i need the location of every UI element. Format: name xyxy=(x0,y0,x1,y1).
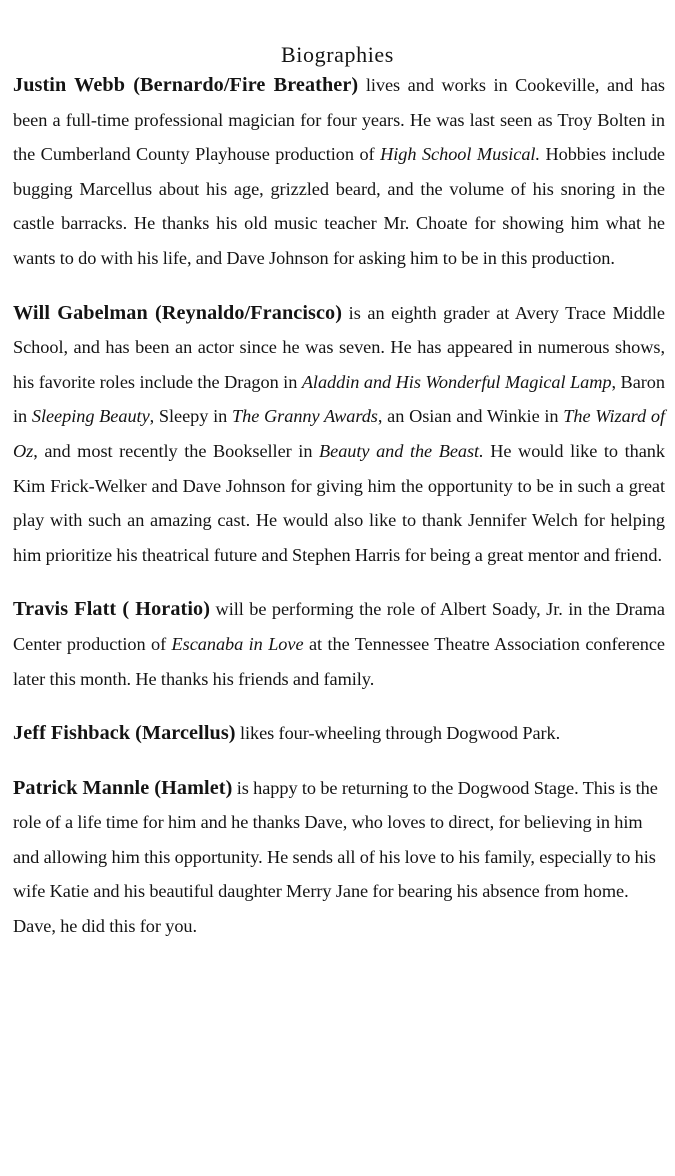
bio-body-text: , and most recently the Bookseller in xyxy=(33,440,320,461)
bio-body-text: at the Tennessee Theatre Association conference later this month. He thanks his friends and family. xyxy=(13,633,665,689)
bio-body-text: is happy to be returning to the Dogwood Stage. This is the role of a life time for him and he thanks Dave, who loves to direct, for believing in him and allowing him this opportunity. He sends all of his love to his family, especially to his wife Katie and his beautiful daughter Merry Jane for bearing his absence from home. Dave, he did this for you. xyxy=(13,777,658,937)
bio-name-patrick-mannle: Patrick Mannle (Hamlet) xyxy=(13,776,233,799)
bio-body-text: , Baron in xyxy=(13,371,665,427)
bio-body-text: lives and works in Cookeville, and has been a full-time professional magician for four years. He was last seen as Troy Bolten in the Cumberland County Playhouse production of xyxy=(13,75,665,165)
bio-name-justin-webb: Justin Webb (Bernardo/Fire Breather) xyxy=(13,74,359,96)
bio-body-text: , an Osian and Winkie in xyxy=(377,406,564,427)
bio-name-travis-flatt: Travis Flatt ( Horatio) xyxy=(13,598,211,621)
bio-paragraph-jeff-fishback xyxy=(13,716,665,751)
bio-body-text: Hobbies include bugging Marcellus about his age, grizzled beard, and the volume of his snoring in the castle barracks. He thanks his old music teacher Mr. Choate for showing him what he wants to do with his life, and Dave Johnson for asking him to be in this production. xyxy=(13,144,665,268)
bio-work-title: The Wizard of Oz xyxy=(13,406,666,461)
bio-paragraph-travis-flatt xyxy=(13,592,665,696)
bio-work-title: Beauty and the Beast. xyxy=(319,440,484,461)
bio-paragraph-patrick-mannle xyxy=(13,771,665,944)
bio-body-text: is an eighth grader at Avery Trace Middle School, and has been an actor since he was seven. He has appeared in numerous shows, his favorite roles include the Dragon in xyxy=(13,302,665,392)
bio-name-will-gabelman: Will Gabelman (Reynaldo/Francisco) xyxy=(13,301,343,324)
bio-work-title: The Granny Awards xyxy=(232,406,378,427)
bio-work-title: Aladdin and His Wonderful Magical Lamp xyxy=(301,371,612,392)
bio-work-title: Sleeping Beauty xyxy=(31,406,150,427)
bio-paragraph-will-gabelman xyxy=(13,296,665,573)
bio-body-text: will be performing the role of Albert Soady, Jr. in the Drama Center production of xyxy=(13,599,665,654)
bio-name-jeff-fishback: Jeff Fishback (Marcellus) xyxy=(13,722,236,745)
page-title: Biographies xyxy=(281,42,394,67)
bio-work-title: High School Musical. xyxy=(380,144,540,165)
bio-paragraph-justin-webb xyxy=(13,68,665,276)
biographies-list xyxy=(0,68,675,944)
bio-work-title: Escanaba in Love xyxy=(171,633,304,654)
bio-body-text: He would like to thank Kim Frick-Welker and Dave Johnson for giving him the opportunity to be in such a great play with such an amazing cast. He would also like to thank Jennifer Welch for helping him prioritize his theatrical future and Stephen Harris for being a great mentor and friend. xyxy=(13,440,665,565)
bio-body-text: likes four-wheeling through Dogwood Park. xyxy=(235,723,561,744)
bio-body-text: , Sleepy in xyxy=(149,406,232,427)
